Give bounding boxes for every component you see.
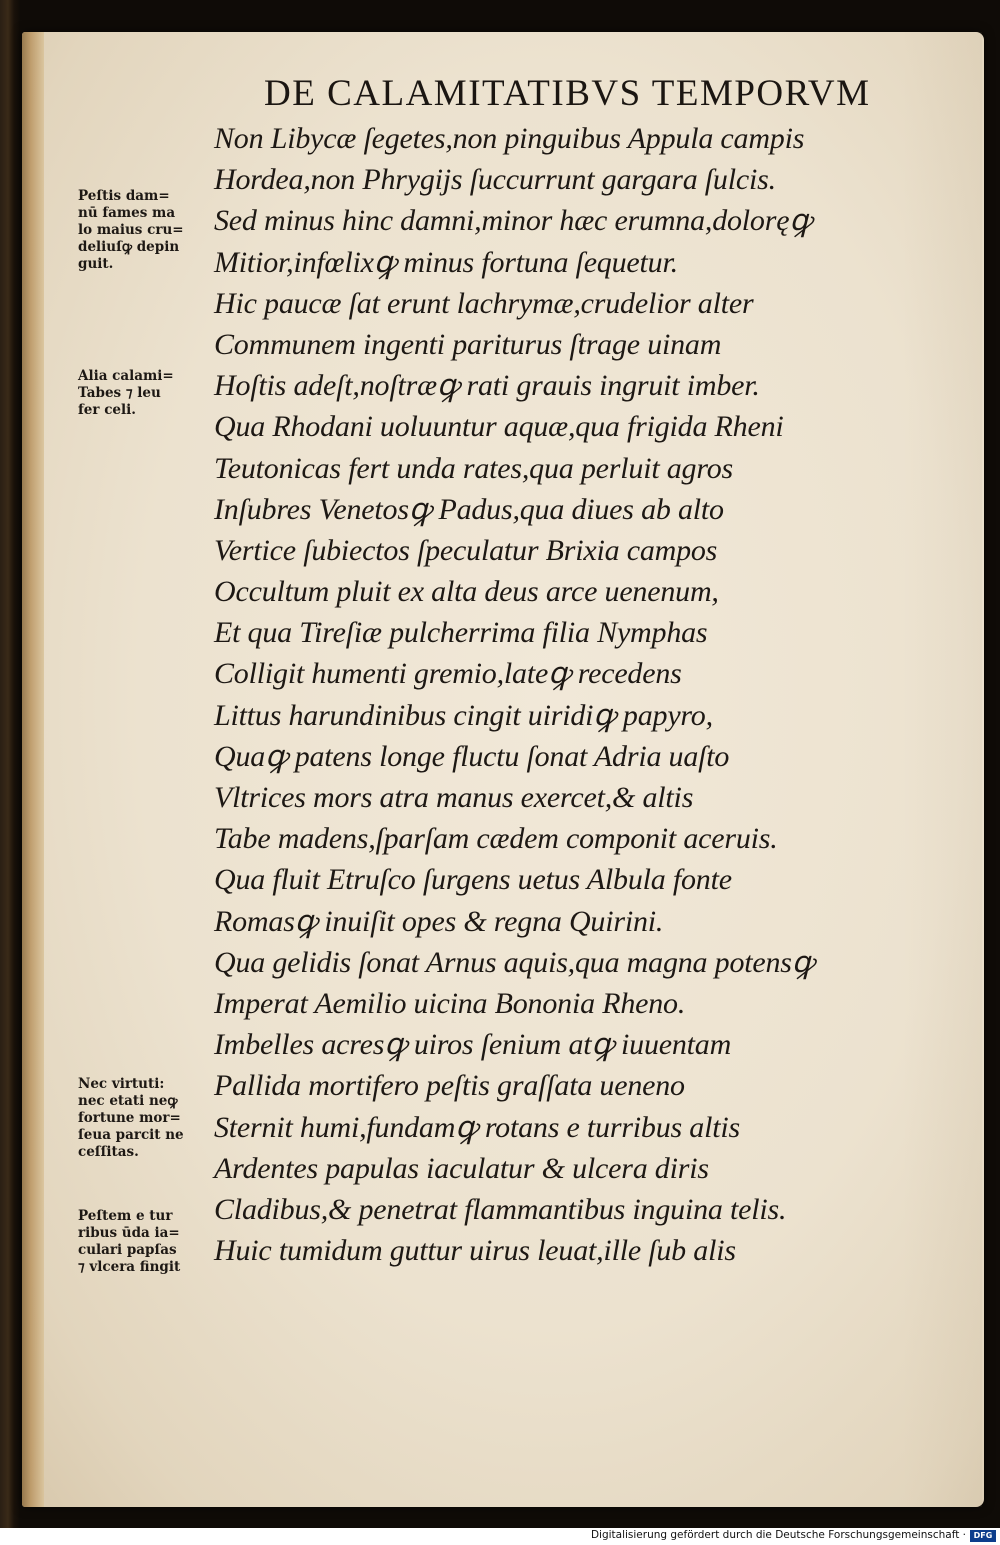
verse-line: Imperat Aemilio uicina Bononia Rheno. bbox=[214, 986, 686, 1020]
verse-line: Vltrices mors atra manus exercet,& altis bbox=[214, 781, 694, 814]
verse-line: Qua gelidis ſonat Arnus aquis,qua magna potensꝙ bbox=[214, 945, 815, 979]
gloss-line: Alia calami= bbox=[78, 368, 174, 384]
verse-line: Qua fluit Etruſco ſurgens uetus Albula fonte bbox=[214, 863, 732, 897]
verse-line: Hordea,non Phrygijs ſuccurrunt gargara ſulcis. bbox=[214, 163, 776, 197]
gloss-line: nū fames ma bbox=[78, 205, 176, 221]
running-title: DE CALAMITATIBVS TEMPORVM bbox=[264, 73, 871, 114]
verse-line: Non Libycæ ſegetes,non pinguibus Appula campis bbox=[214, 122, 805, 155]
gloss-line: ⁊ vlcera fingit bbox=[78, 1259, 181, 1275]
gloss-line: fer celi. bbox=[78, 402, 136, 418]
gloss-line: ribus ūda ia= bbox=[78, 1225, 180, 1241]
verse-line: Littus harundinibus cingit uiridiꝙ papyro, bbox=[214, 698, 713, 732]
marginal-gloss bbox=[78, 188, 228, 273]
verse-line: Huic tumidum guttur uirus leuat,ille ſub alis bbox=[214, 1234, 736, 1268]
verse-line: Quaꝙ patens longe fluctu ſonat Adria uaſto bbox=[214, 739, 730, 773]
verse-line: Et qua Tireſiæ pulcherrima filia Nymphas bbox=[214, 616, 708, 650]
gloss-line: nec etati neꝙ bbox=[78, 1093, 178, 1109]
verse-line: Inſubres Venetosꝙ Padus,qua diues ab alto bbox=[214, 492, 724, 526]
verse-line: Romasꝙ inuiſit opes & regna Quirini. bbox=[214, 904, 664, 938]
gloss-line: Peſtis dam= bbox=[78, 188, 170, 204]
verse-line: Cladibus,& penetrat flammantibus inguina telis. bbox=[214, 1192, 787, 1226]
verse-line: Colligit humenti gremio,lateꝙ recedens bbox=[214, 657, 682, 691]
verse-line: Communem ingenti pariturus ſtrage uinam bbox=[214, 327, 722, 361]
verse-line: Tabe madens,ſparſam cædem componit aceruis. bbox=[214, 822, 778, 856]
gloss-line: guit. bbox=[78, 256, 114, 272]
verse-line: Hoſtis adeſt,noſtræꝙ rati grauis ingruit imber. bbox=[214, 369, 760, 403]
footer-bar bbox=[0, 1528, 1000, 1545]
marginal-gloss bbox=[78, 368, 228, 419]
verse-line: Hic paucæ ſat erunt lachrymæ,crudelior alter bbox=[214, 286, 754, 320]
page-shading bbox=[902, 32, 982, 1507]
gloss-line: Tabes ⁊ leu bbox=[78, 385, 161, 401]
verse-line: Teutonicas fert unda rates,qua perluit agros bbox=[214, 451, 733, 485]
verse-line: Ardentes papulas iaculatur & ulcera diris bbox=[214, 1151, 709, 1185]
gloss-line: Nec virtuti: bbox=[78, 1076, 165, 1092]
dfg-logo: DFG bbox=[970, 1530, 996, 1542]
verse-line: Qua Rhodani uoluuntur aquæ,qua frigida Rheni bbox=[214, 410, 784, 444]
verse-line: Vertice ſubiectos ſpeculatur Brixia campos bbox=[214, 533, 718, 567]
marginal-gloss bbox=[78, 1208, 228, 1276]
verse-line: Sternit humi,fundamꝙ rotans e turribus altis bbox=[214, 1110, 740, 1144]
marginal-gloss bbox=[78, 1076, 228, 1161]
gloss-line: lo maius cru= bbox=[78, 222, 184, 238]
verse-line: Mitior,infœlixꝙ minus fortuna ſequetur. bbox=[214, 245, 678, 279]
gloss-line: fortune mor= bbox=[78, 1110, 181, 1126]
verse-line: Occultum pluit ex alta deus arce uenenum, bbox=[214, 575, 719, 609]
footer-credit: Digitalisierung gefördert durch die Deutsche Forschungsgemeinschaft · bbox=[590, 1529, 966, 1541]
verse-line: Imbelles acresꝙ uiros ſenium atꝙ iuuentam bbox=[214, 1028, 732, 1062]
page-edge bbox=[22, 32, 44, 1507]
verse-line: Pallida mortifero peſtis graſſata ueneno bbox=[214, 1069, 685, 1103]
gloss-line: culari papſas bbox=[78, 1242, 177, 1258]
gloss-line: ceſſitas. bbox=[78, 1144, 139, 1160]
verse-line: Sed minus hinc damni,minor hæc erumna,doloręꝙ bbox=[214, 204, 812, 238]
gloss-line: ſeua parcit ne bbox=[78, 1127, 184, 1143]
gloss-line: deliuſꝙ depin bbox=[78, 239, 180, 255]
verse-text bbox=[214, 118, 884, 1271]
gloss-line: Peſtem e tur bbox=[78, 1208, 173, 1224]
